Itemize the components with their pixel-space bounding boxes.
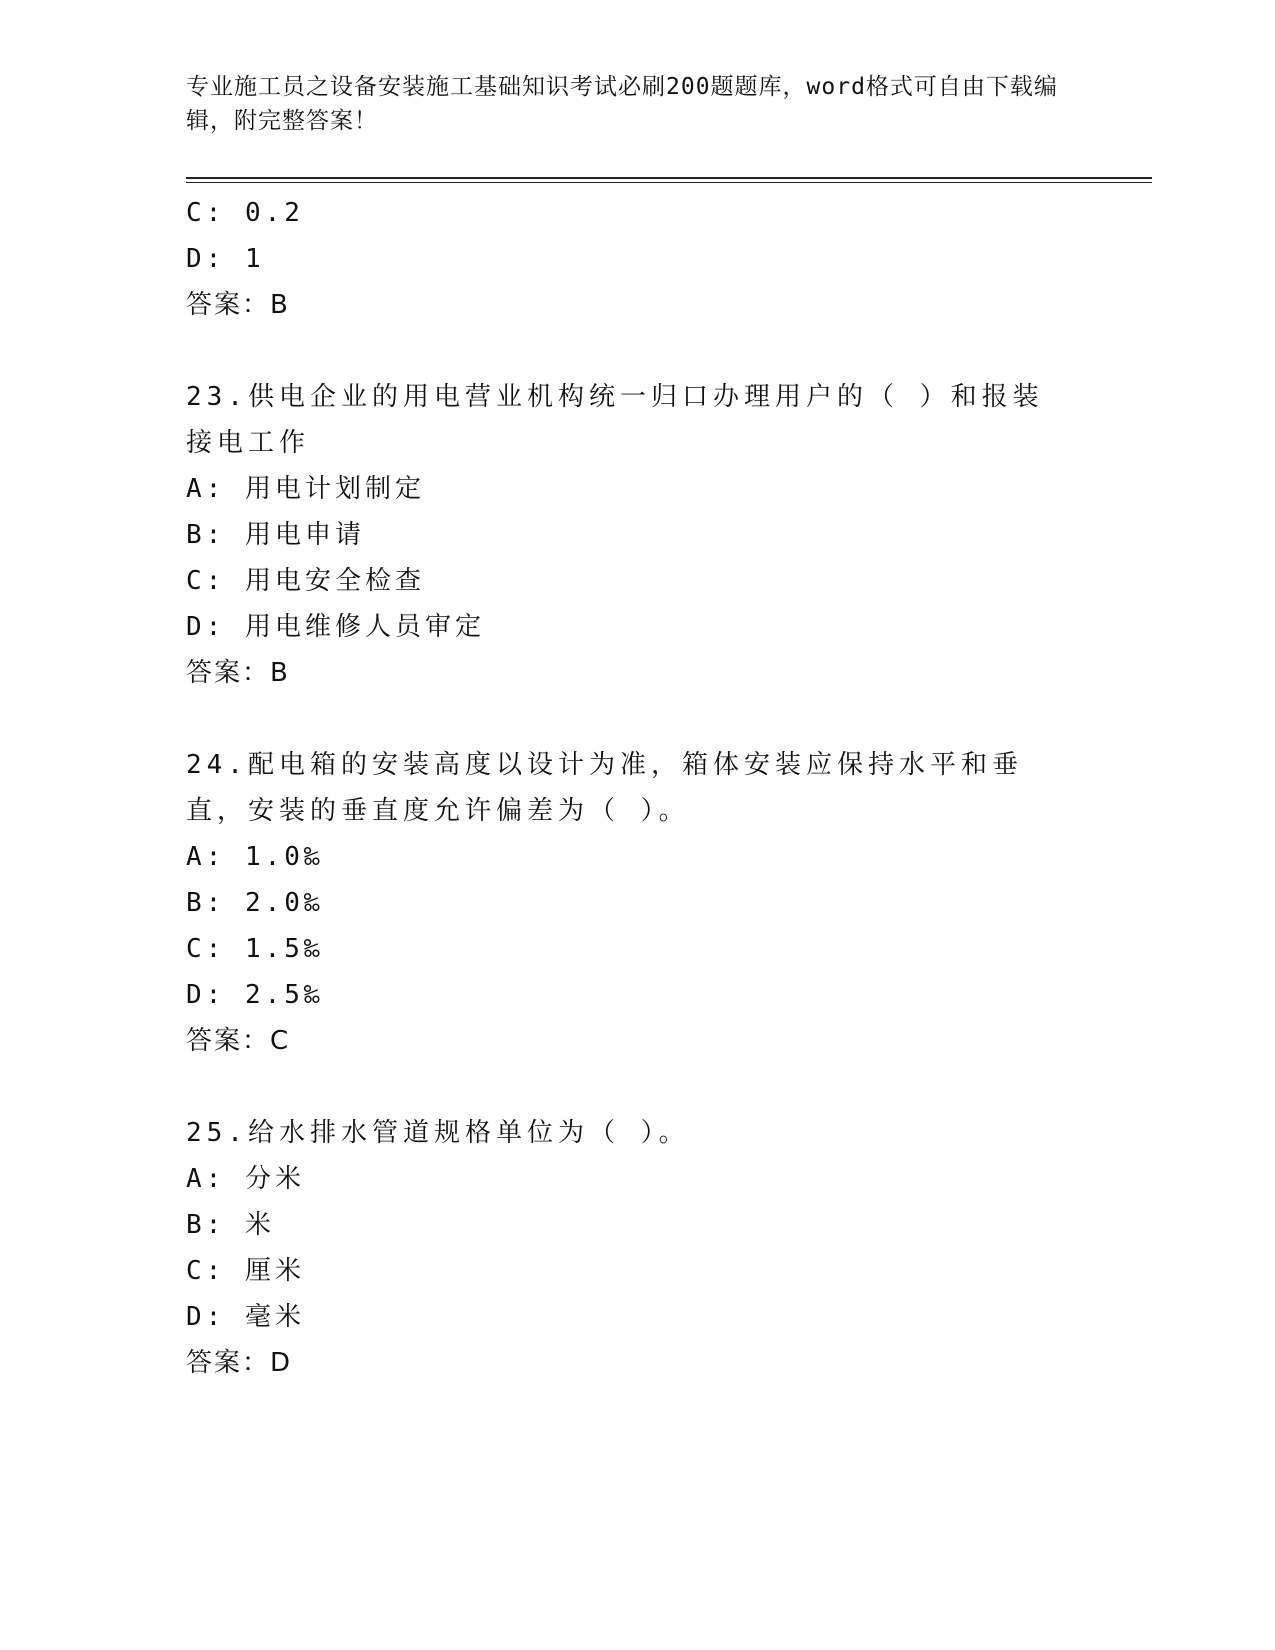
option-d	[186, 972, 1086, 1018]
option-letter: C:	[186, 198, 226, 228]
option-letter: D:	[186, 980, 226, 1010]
option-d	[186, 604, 1086, 650]
option-letter: A:	[186, 474, 226, 504]
question-block-23	[186, 374, 1086, 696]
option-a	[186, 466, 1086, 512]
option-a	[186, 1156, 1086, 1202]
option-text: 厘米	[244, 1256, 305, 1286]
option-text: 用电计划制定	[244, 474, 425, 504]
option-letter: D:	[186, 612, 226, 642]
spacer	[186, 1064, 1086, 1110]
option-letter: C:	[186, 566, 226, 596]
option-c	[186, 558, 1086, 604]
answer-line: 答案：B	[186, 658, 290, 688]
option-b	[186, 880, 1086, 926]
option-text: 1.5‰	[244, 934, 324, 964]
option-text: 用电安全检查	[244, 566, 425, 596]
question-list	[186, 190, 1086, 1386]
question-text: 24.配电箱的安装高度以设计为准，箱体安装应保持水平和垂直，安装的垂直度允许偏差为（ ）。	[186, 750, 1023, 826]
option-text: 用电申请	[244, 520, 365, 550]
option-b	[186, 512, 1086, 558]
option-text: 米	[244, 1210, 275, 1240]
question-block-25	[186, 1110, 1086, 1386]
option-letter: D:	[186, 1302, 226, 1332]
option-text: 1.0‰	[244, 842, 324, 872]
option-letter: B:	[186, 1210, 226, 1240]
answer-line: 答案：D	[186, 1348, 293, 1378]
option-text: 毫米	[244, 1302, 305, 1332]
option-letter: A:	[186, 1164, 226, 1194]
answer-line: 答案：B	[186, 290, 290, 320]
option-text: 用电维修人员审定	[244, 612, 485, 642]
question-block-22-tail	[186, 190, 1086, 328]
option-letter: B:	[186, 520, 226, 550]
option-c	[186, 926, 1086, 972]
option-b	[186, 1202, 1086, 1248]
option-text: 2.5‰	[244, 980, 324, 1010]
option-d	[186, 1294, 1086, 1340]
question-block-24	[186, 742, 1086, 1064]
header-divider	[186, 177, 1152, 183]
option-letter: B:	[186, 888, 226, 918]
spacer	[186, 328, 1086, 374]
option-text: 2.0‰	[244, 888, 324, 918]
option-c	[186, 1248, 1086, 1294]
spacer	[186, 696, 1086, 742]
option-a	[186, 834, 1086, 880]
option-text: 0.2	[244, 198, 304, 228]
option-letter: A:	[186, 842, 226, 872]
option-c	[186, 190, 1086, 236]
question-text: 25.给水排水管道规格单位为（ ）。	[186, 1118, 690, 1148]
document-header-title: 专业施工员之设备安装施工基础知识考试必刷200题题库，word格式可自由下载编辑，附完整答案！	[186, 74, 1058, 134]
option-text: 1	[244, 244, 265, 274]
answer-line: 答案：C	[186, 1026, 291, 1056]
question-text: 23.供电企业的用电营业机构统一归口办理用户的（ ）和报装接电工作	[186, 382, 1044, 458]
option-letter: C:	[186, 934, 226, 964]
option-letter: D:	[186, 244, 226, 274]
option-letter: C:	[186, 1256, 226, 1286]
option-d	[186, 236, 1086, 282]
option-text: 分米	[244, 1164, 305, 1194]
